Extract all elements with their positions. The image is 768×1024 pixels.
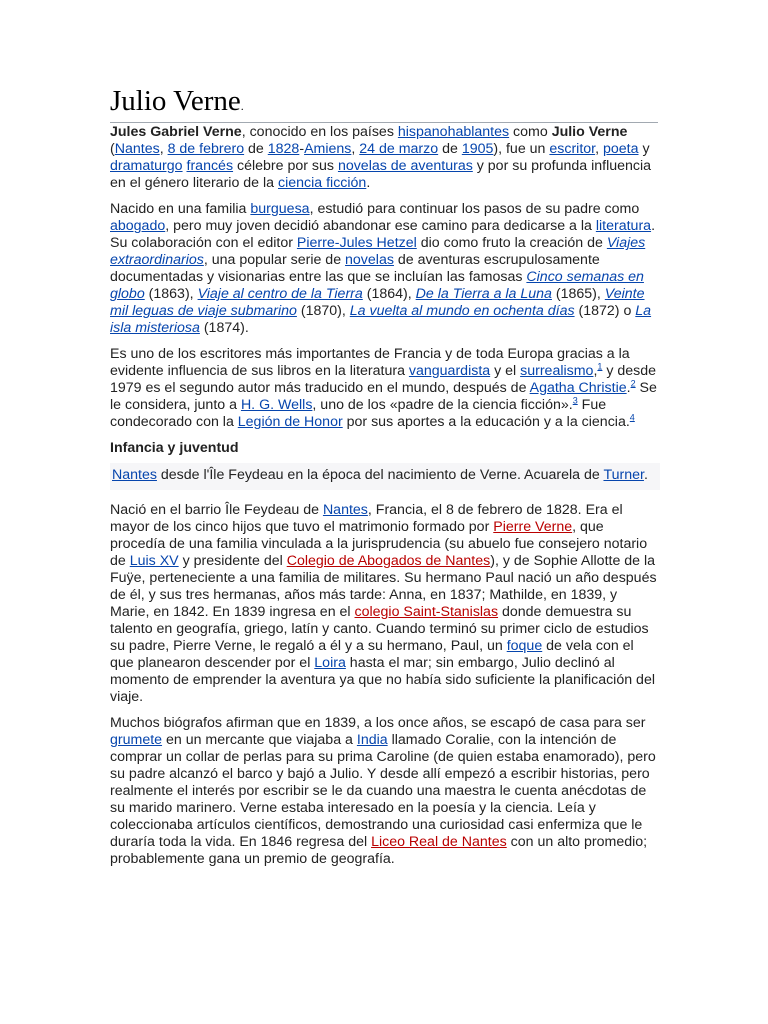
link-novelas-aventuras[interactable]: novelas de aventuras — [337, 158, 473, 174]
link-nantes-caption[interactable]: Nantes — [112, 467, 157, 483]
text: , — [159, 141, 168, 157]
image-caption — [110, 463, 660, 490]
page-title — [110, 84, 244, 123]
text: , conocido en los países — [241, 124, 398, 140]
text: dio como fruto la creación de — [416, 235, 607, 251]
text: llamado Coralie, con la intención de comprar un collar de perlas para su prima Caroline (de quien estaba enamorado), pero su padre alcanzó el barco y bajó a Julio. Y desde allí empezó a escribir historias, pero realmente el interés por escribir se le da cuando una maestra le cuenta anécdotas de su marido marinero. Verne estaba interesado en la poesía y la ciencia. Leía y coleccionaba artículos científicos, demostrando una curiosidad casi enfermiza que le duraría toda la vida. En 1846 regresa del — [110, 732, 656, 850]
text: - — [299, 141, 305, 157]
text: desde l'Île Feydeau en la época del nacimiento de Verne. Acuarela de — [156, 467, 604, 483]
text: con un alto promedio; probablemente gana un premio de geografía. — [110, 834, 648, 867]
text: Muchos biógrafos afirman que en 1839, a los once años, se escapó de casa para ser — [110, 715, 646, 731]
text: ( — [110, 141, 115, 157]
link-escritor[interactable]: escritor — [549, 141, 596, 157]
redlink-pierre-verne[interactable]: Pierre Verne — [493, 519, 573, 535]
text: (1863), — [144, 286, 198, 302]
article-body — [110, 124, 660, 877]
text: de — [438, 141, 462, 157]
title-suffix: . — [240, 99, 244, 113]
link-hispanohablantes[interactable]: hispanohablantes — [397, 124, 510, 140]
link-turner[interactable]: Turner — [603, 467, 644, 483]
text: Se le considera, junto a — [110, 380, 657, 413]
text: (1865), — [551, 286, 605, 302]
reference-2[interactable]: 2 — [630, 378, 636, 389]
link-legion-honor[interactable]: Legión de Honor — [237, 414, 343, 430]
italic-title: La isla misteriosa — [110, 303, 652, 336]
text: de vela con el que planearon descender por el — [110, 638, 634, 671]
italic-title: Cinco semanas en globo — [110, 269, 644, 302]
text: . Su colaboración con el editor — [110, 218, 656, 251]
text: como — [509, 124, 552, 140]
reference-3[interactable]: 3 — [572, 395, 578, 406]
reference-1[interactable]: 1 — [597, 361, 603, 372]
link-grumete[interactable]: grumete — [110, 732, 163, 748]
text: por sus aportes a la educación y a la ciencia. — [342, 414, 630, 430]
italic-title: De la Tierra a la Luna — [415, 286, 552, 302]
section-heading: Infancia y juventud — [110, 440, 239, 456]
text: , estudió para continuar los pasos de su padre como — [309, 201, 640, 217]
text: , — [351, 141, 360, 157]
title-divider — [110, 122, 658, 123]
link-vanguardista[interactable]: vanguardista — [408, 363, 491, 379]
link-dramaturgo[interactable]: dramaturgo — [110, 158, 183, 174]
link-agatha-christie[interactable]: Agatha Christie — [529, 380, 627, 396]
link-abogado[interactable]: abogado — [110, 218, 166, 234]
reference-4[interactable]: 4 — [629, 412, 635, 423]
bold-name-2: Julio Verne — [551, 124, 628, 140]
link-tierra-luna[interactable] — [416, 286, 552, 302]
italic-title: Viajes extraordinarios — [110, 235, 646, 268]
text: , que procedía de una familia vinculada a la jurisprudencia (su abuelo fue consejero notario de — [110, 519, 648, 569]
text: Nació en el barrio Île Feydeau de — [110, 502, 323, 518]
text: de aventuras escrupulosamente documentadas y visionarias entre las que se incluían las famosas — [110, 252, 600, 285]
text: y — [638, 141, 650, 157]
text: de — [244, 141, 268, 157]
link-amiens[interactable]: Amiens — [304, 141, 352, 157]
text: (1864), — [362, 286, 416, 302]
text: , uno de los «padre de la ciencia ficción». — [312, 397, 573, 413]
link-1828[interactable]: 1828 — [267, 141, 300, 157]
text: Fue condecorado con la — [110, 397, 607, 430]
text: , — [593, 363, 598, 379]
link-8-febrero[interactable]: 8 de febrero — [167, 141, 245, 157]
link-loira[interactable]: Loira — [314, 655, 346, 671]
link-foque[interactable]: foque — [506, 638, 543, 654]
text: y desde 1979 es el segundo autor más traducido en el mundo, después de — [110, 363, 657, 396]
link-vuelta-mundo[interactable] — [350, 303, 575, 319]
text: donde demuestra su talento en geografía, griego, latín y canto. Cuando terminó su primer ciclo de estudios su padre, Pierre Verne, le regaló a él y a su hermano, Paul, un — [110, 604, 649, 654]
text: (1874). — [199, 320, 249, 336]
link-nantes-2[interactable]: Nantes — [322, 502, 368, 518]
link-nantes[interactable]: Nantes — [114, 141, 160, 157]
link-surrealismo[interactable]: surrealismo — [520, 363, 594, 379]
link-literatura[interactable]: literatura — [595, 218, 652, 234]
paragraph-3 — [110, 346, 660, 431]
paragraph-2 — [110, 201, 660, 337]
text: ), fue un — [493, 141, 550, 157]
link-hg-wells[interactable]: H. G. Wells — [240, 397, 313, 413]
text: . — [626, 380, 631, 396]
text: y presidente del — [178, 553, 287, 569]
link-novelas[interactable]: novelas — [345, 252, 394, 268]
paragraph-5 — [110, 715, 660, 868]
text: , — [595, 141, 603, 157]
text: Es uno de los escritores más importantes de Francia y de toda Europa gracias a la evidente influencia de sus libros en la literatura — [110, 346, 630, 379]
text: , una popular serie de — [203, 252, 346, 268]
link-24-marzo[interactable]: 24 de marzo — [359, 141, 439, 157]
redlink-colegio-abogados[interactable]: Colegio de Abogados de Nantes — [286, 553, 491, 569]
redlink-liceo-real[interactable]: Liceo Real de Nantes — [371, 834, 507, 850]
text: y por su profunda influencia en el género literario de la — [110, 158, 652, 191]
italic-title: Viaje al centro de la Tierra — [197, 286, 363, 302]
text: (1870), — [296, 303, 350, 319]
link-luis-xv[interactable]: Luis XV — [129, 553, 179, 569]
italic-title: Veinte mil leguas de viaje submarino — [110, 286, 645, 319]
intro-paragraph — [110, 124, 660, 192]
page-title-text: Julio Verne — [110, 85, 241, 117]
link-1905[interactable]: 1905 — [461, 141, 494, 157]
text: . — [366, 175, 371, 191]
text: en un mercante que viajaba a — [162, 732, 357, 748]
link-viaje-centro[interactable] — [198, 286, 363, 302]
text: y el — [490, 363, 521, 379]
link-ciencia-ficcion[interactable]: ciencia ficción — [278, 175, 367, 191]
text: , Francia, el 8 de febrero de 1828. Era el mayor de los cinco hijos que tuvo el matrimonio formado por — [110, 502, 623, 535]
link-hetzel[interactable]: Pierre-Jules Hetzel — [296, 235, 417, 251]
link-india[interactable]: India — [356, 732, 388, 748]
text: . — [643, 467, 648, 483]
text: Nacido en una familia — [110, 201, 251, 217]
text: ), y de Sophie Allotte de la Fuÿe, perteneciente a una familia de militares. Su hermano Paul nació un año después de él, y sus tres hermanas, años más tarde: Anna, en 1837; Mathilde, en 1839, y Marie, en 1842. En 1839 ingresa en el — [110, 553, 657, 620]
link-poeta[interactable]: poeta — [603, 141, 639, 157]
redlink-saint-stanislas[interactable]: colegio Saint-Stanislas — [354, 604, 499, 620]
paragraph-4 — [110, 502, 660, 706]
text: hasta el mar; sin embargo, Julio declinó al momento de emprender la aventura ya que no había sido suficiente la planificación del viaje. — [110, 655, 655, 705]
link-burguesa[interactable]: burguesa — [250, 201, 310, 217]
italic-title: La vuelta al mundo en ochenta días — [349, 303, 575, 319]
link-frances[interactable]: francés — [186, 158, 234, 174]
text: , pero muy joven decidió abandonar ese camino para dedicarse a la — [165, 218, 596, 234]
bold-name: Jules Gabriel Verne — [110, 124, 242, 140]
text: célebre por sus — [233, 158, 338, 174]
text: (1872) o — [574, 303, 636, 319]
